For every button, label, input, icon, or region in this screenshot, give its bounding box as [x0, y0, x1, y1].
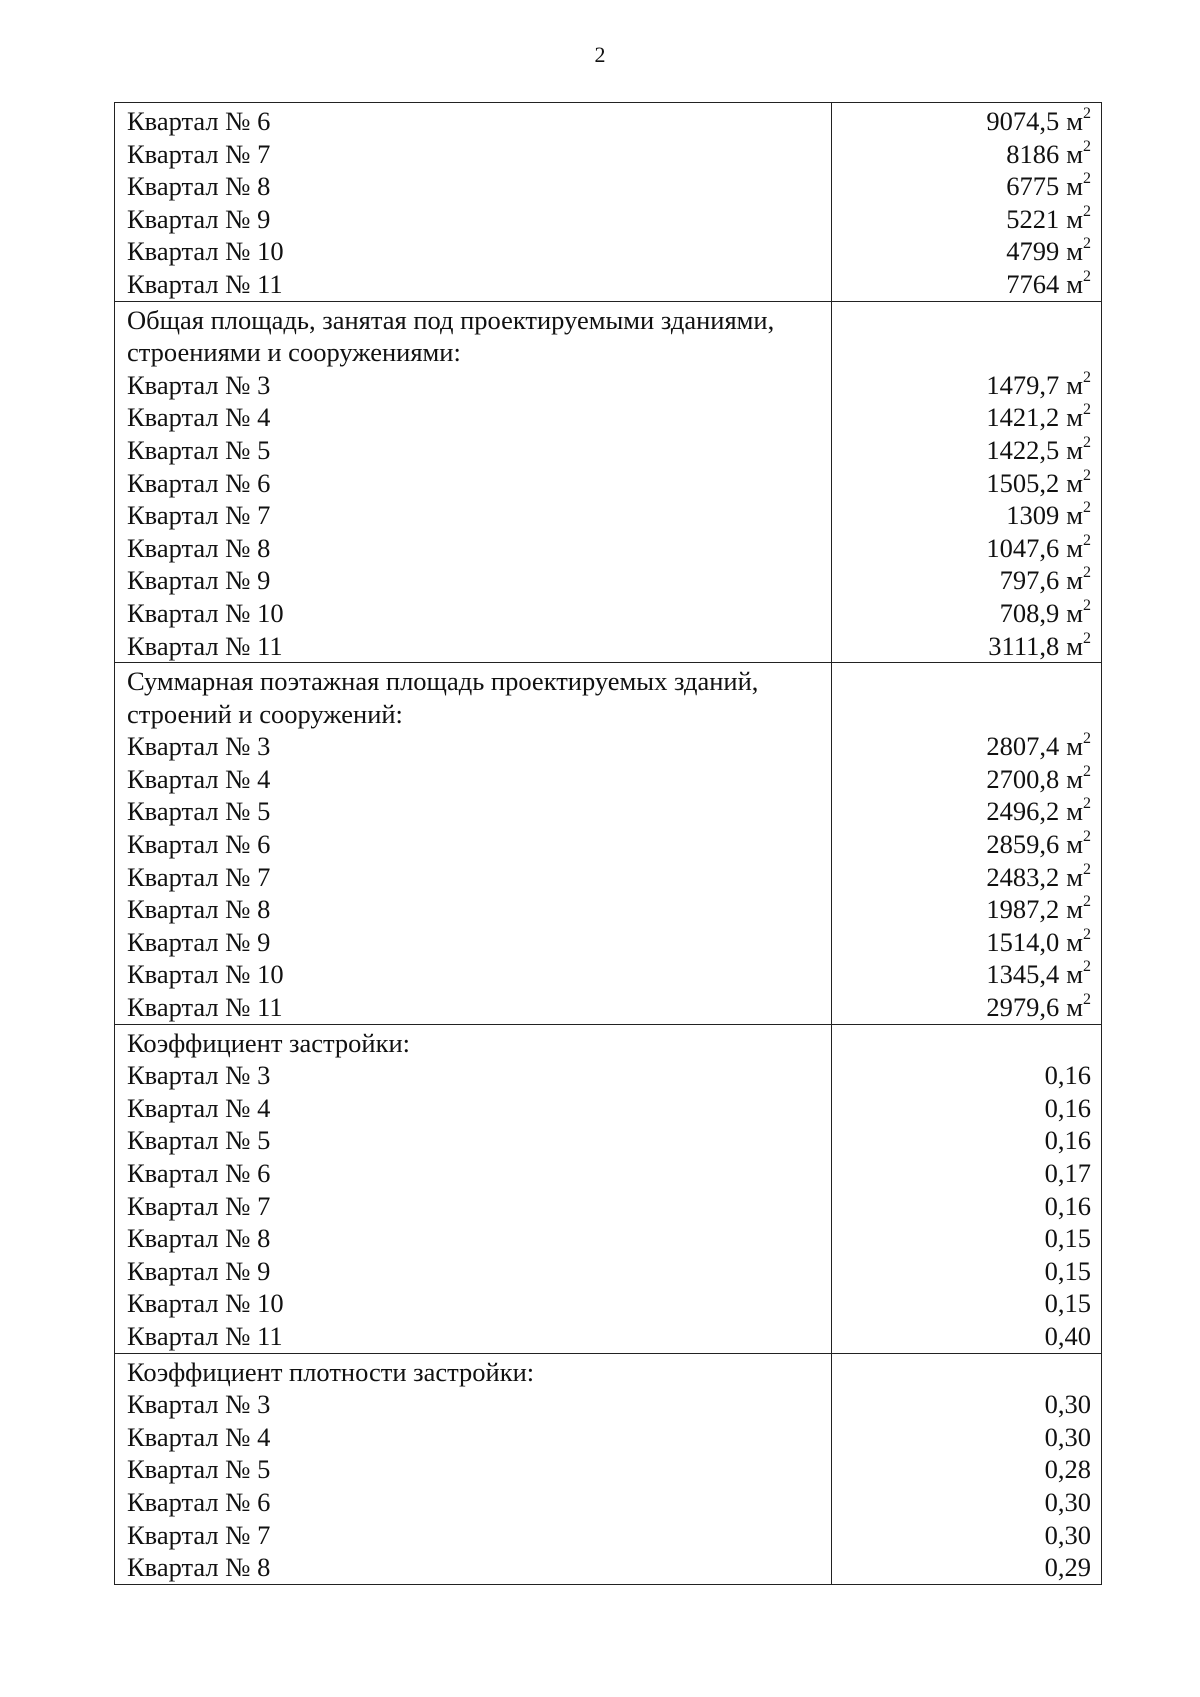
section-heading-line: Суммарная поэтажная площадь проектируемых зданий, [127, 666, 759, 697]
quarter-value [844, 763, 1091, 796]
quarter-value [844, 203, 1091, 236]
unit-power: 2 [1083, 762, 1091, 780]
unit-power: 2 [1083, 267, 1091, 285]
unit-power: 2 [1083, 105, 1091, 122]
unit-label: м [1066, 467, 1083, 498]
unit-label: м [1066, 532, 1083, 563]
unit-square-meter [1066, 731, 1091, 761]
value-number: 0,40 [1044, 1320, 1091, 1351]
unit-square-meter [1066, 598, 1091, 628]
quarter-value [844, 235, 1091, 268]
unit-square-meter [1066, 862, 1091, 892]
table-section-row [115, 1024, 1102, 1353]
value-number: 9074,5 [986, 106, 1060, 136]
quarter-label: Квартал № 5 [127, 434, 271, 465]
quarter-label: Квартал № 11 [127, 630, 283, 661]
quarter-label: Квартал № 8 [127, 1223, 271, 1254]
section-heading-line: Общая площадь, занятая под проектируемыми зданиями, [127, 304, 775, 335]
quarter-value [844, 105, 1091, 138]
unit-square-meter [1066, 829, 1091, 859]
quarter-label: Квартал № 7 [127, 500, 271, 531]
unit-square-meter [1066, 106, 1091, 136]
value-number: 0,15 [1044, 1223, 1091, 1254]
unit-power: 2 [1083, 991, 1091, 1009]
quarter-value [844, 170, 1091, 203]
label-cell [115, 301, 832, 663]
value-number: 0,16 [1044, 1125, 1091, 1156]
value-cell [832, 1353, 1102, 1584]
quarter-value [844, 991, 1091, 1024]
quarter-value [844, 795, 1091, 828]
value-number: 0,30 [1044, 1486, 1091, 1517]
quarter-value [844, 532, 1091, 565]
unit-power: 2 [1083, 564, 1091, 582]
value-number: 0,29 [1044, 1552, 1091, 1583]
unit-power: 2 [1083, 466, 1091, 484]
unit-square-meter [1066, 796, 1091, 826]
table-section-row [115, 663, 1102, 1025]
unit-square-meter [1066, 500, 1091, 530]
unit-square-meter [1066, 565, 1091, 595]
quarter-value [844, 1157, 1091, 1190]
quarter-label: Квартал № 8 [127, 894, 271, 925]
quarter-value [844, 1320, 1091, 1353]
page-number: 2 [594, 42, 606, 67]
quarter-value [844, 1092, 1091, 1125]
value-cell [832, 301, 1102, 663]
unit-square-meter [1066, 236, 1091, 266]
unit-square-meter [1066, 269, 1091, 299]
value-number: 1479,7 [986, 369, 1060, 400]
quarter-value [844, 1519, 1091, 1552]
quarter-value [844, 1255, 1091, 1288]
value-number: 2979,6 [986, 992, 1060, 1023]
unit-label: м [1066, 926, 1083, 957]
unit-square-meter [1066, 631, 1091, 661]
quarter-value [844, 401, 1091, 434]
unit-label: м [1066, 829, 1083, 860]
unit-label: м [1066, 992, 1083, 1023]
quarter-label: Квартал № 10 [127, 959, 284, 990]
unit-label: м [1066, 630, 1083, 661]
value-number: 2700,8 [986, 763, 1060, 794]
unit-power: 2 [1083, 531, 1091, 549]
unit-square-meter [1066, 468, 1091, 498]
unit-label: м [1066, 500, 1083, 531]
quarter-label: Квартал № 8 [127, 532, 271, 563]
quarter-value [844, 893, 1091, 926]
value-number: 0,30 [1044, 1421, 1091, 1452]
unit-power: 2 [1083, 202, 1091, 220]
value-number: 0,16 [1044, 1190, 1091, 1221]
value-number: 2859,6 [986, 829, 1060, 860]
label-cell [115, 1353, 832, 1584]
quarter-value [844, 958, 1091, 991]
label-cell [115, 103, 832, 302]
quarter-value [844, 1551, 1091, 1584]
unit-label: м [1066, 731, 1083, 762]
quarter-label: Квартал № 4 [127, 1092, 271, 1123]
quarter-label: Квартал № 9 [127, 203, 271, 234]
value-number: 0,15 [1044, 1255, 1091, 1286]
unit-power: 2 [1083, 958, 1091, 976]
unit-power: 2 [1083, 828, 1091, 846]
quarter-value [844, 434, 1091, 467]
unit-square-meter [1066, 533, 1091, 563]
quarter-label: Квартал № 6 [127, 1486, 271, 1517]
quarter-value [844, 268, 1091, 301]
unit-label: м [1066, 402, 1083, 433]
unit-label: м [1066, 138, 1083, 169]
quarter-label: Квартал № 4 [127, 763, 271, 794]
quarter-value [844, 1453, 1091, 1486]
value-number: 0,16 [1044, 1092, 1091, 1123]
quarter-label: Квартал № 10 [127, 597, 284, 628]
quarter-label: Квартал № 3 [127, 731, 271, 762]
unit-label: м [1066, 236, 1083, 267]
section-heading-line: Коэффициент плотности застройки: [127, 1356, 535, 1387]
value-spacer [844, 1356, 1091, 1389]
quarter-label: Квартал № 8 [127, 1552, 271, 1583]
unit-square-meter [1066, 894, 1091, 924]
table-body [115, 103, 1102, 1585]
quarter-value [844, 828, 1091, 861]
quarter-value [844, 630, 1091, 663]
unit-label: м [1066, 763, 1083, 794]
unit-power: 2 [1083, 368, 1091, 386]
quarter-label: Квартал № 6 [127, 1158, 271, 1188]
quarter-label: Квартал № 8 [127, 171, 271, 202]
quarter-label: Квартал № 11 [127, 992, 283, 1023]
value-number: 708,9 [999, 597, 1060, 628]
value-spacer [844, 665, 1091, 698]
value-number: 1345,4 [986, 959, 1060, 990]
value-cell [832, 1024, 1102, 1353]
quarter-value [844, 730, 1091, 763]
quarter-value [844, 1190, 1091, 1223]
unit-power: 2 [1083, 893, 1091, 911]
unit-power: 2 [1083, 499, 1091, 517]
section-heading-line: Коэффициент застройки: [127, 1027, 411, 1058]
quarter-label: Квартал № 7 [127, 1519, 271, 1550]
quarter-label: Квартал № 9 [127, 1255, 271, 1286]
table-section-row [115, 103, 1102, 302]
unit-label: м [1066, 959, 1083, 990]
unit-label: м [1066, 106, 1083, 136]
value-number: 797,6 [999, 565, 1060, 596]
unit-power: 2 [1083, 860, 1091, 878]
unit-power: 2 [1083, 730, 1091, 748]
quarter-label: Квартал № 7 [127, 1190, 271, 1221]
value-number: 6775 [1006, 171, 1060, 202]
unit-label: м [1066, 894, 1083, 925]
value-number: 0,30 [1044, 1389, 1091, 1420]
value-number: 1047,6 [986, 532, 1060, 563]
value-spacer [844, 304, 1091, 337]
value-number: 2483,2 [986, 861, 1060, 892]
quarter-value [844, 861, 1091, 894]
quarter-value [844, 467, 1091, 500]
table-section-row [115, 301, 1102, 663]
unit-power: 2 [1083, 629, 1091, 647]
value-spacer [844, 1027, 1091, 1060]
quarter-label: Квартал № 4 [127, 1421, 271, 1452]
value-number: 5221 [1006, 203, 1060, 234]
unit-square-meter [1066, 402, 1091, 432]
unit-label: м [1066, 171, 1083, 202]
quarter-label: Квартал № 6 [127, 829, 271, 860]
quarter-value [844, 1287, 1091, 1320]
section-heading-line: строениями и сооружениями: [127, 337, 461, 368]
quarter-label: Квартал № 3 [127, 1389, 271, 1420]
value-cell [832, 103, 1102, 302]
quarter-label: Квартал № 7 [127, 138, 271, 169]
unit-square-meter [1066, 959, 1091, 989]
value-cell [832, 663, 1102, 1025]
quarter-label: Квартал № 10 [127, 236, 284, 267]
quarter-value [844, 1388, 1091, 1421]
label-cell [115, 663, 832, 1025]
unit-power: 2 [1083, 795, 1091, 813]
value-number: 0,17 [1044, 1158, 1091, 1188]
unit-label: м [1066, 565, 1083, 596]
unit-label: м [1066, 434, 1083, 465]
quarter-value [844, 499, 1091, 532]
value-number: 0,16 [1044, 1060, 1091, 1091]
quarter-label: Квартал № 10 [127, 1288, 284, 1319]
unit-label: м [1066, 861, 1083, 892]
quarter-label: Квартал № 5 [127, 796, 271, 827]
table-section-row [115, 1353, 1102, 1584]
section-heading-line: строений и сооружений: [127, 698, 403, 729]
label-cell [115, 1024, 832, 1353]
quarter-label: Квартал № 11 [127, 1320, 283, 1351]
quarter-label: Квартал № 3 [127, 369, 271, 400]
value-number: 0,30 [1044, 1519, 1091, 1550]
unit-power: 2 [1083, 235, 1091, 253]
quarter-label: Квартал № 5 [127, 1125, 271, 1156]
unit-square-meter [1066, 992, 1091, 1022]
quarter-label: Квартал № 6 [127, 467, 271, 498]
quarter-label: Квартал № 11 [127, 268, 283, 299]
value-number: 1421,2 [986, 402, 1060, 433]
quarter-value [844, 1486, 1091, 1519]
quarter-value [844, 1222, 1091, 1255]
unit-square-meter [1066, 927, 1091, 957]
unit-label: м [1066, 597, 1083, 628]
quarter-label: Квартал № 9 [127, 926, 271, 957]
unit-power: 2 [1083, 433, 1091, 451]
value-number: 1422,5 [986, 434, 1060, 465]
quarter-label: Квартал № 6 [127, 106, 271, 136]
value-number: 0,15 [1044, 1288, 1091, 1319]
quarter-label: Квартал № 3 [127, 1060, 271, 1091]
unit-label: м [1066, 268, 1083, 299]
unit-label: м [1066, 369, 1083, 400]
value-number: 8186 [1006, 138, 1060, 169]
quarter-value [844, 926, 1091, 959]
quarter-value [844, 1124, 1091, 1157]
unit-power: 2 [1083, 596, 1091, 614]
unit-power: 2 [1083, 170, 1091, 188]
unit-square-meter [1066, 435, 1091, 465]
quarter-label: Квартал № 5 [127, 1454, 271, 1485]
unit-square-meter [1066, 764, 1091, 794]
quarter-value [844, 369, 1091, 402]
unit-square-meter [1066, 204, 1091, 234]
value-number: 7764 [1006, 268, 1060, 299]
quarter-value [844, 138, 1091, 171]
quarter-value [844, 1421, 1091, 1454]
unit-label: м [1066, 796, 1083, 827]
quarter-value [844, 564, 1091, 597]
value-number: 1514,0 [986, 926, 1060, 957]
unit-square-meter [1066, 370, 1091, 400]
value-number: 3111,8 [988, 630, 1060, 661]
quarter-label: Квартал № 7 [127, 861, 271, 892]
unit-square-meter [1066, 139, 1091, 169]
quarter-value [844, 597, 1091, 630]
value-spacer [844, 698, 1091, 731]
quarter-label: Квартал № 9 [127, 565, 271, 596]
unit-power: 2 [1083, 137, 1091, 155]
quarter-value [844, 1059, 1091, 1092]
value-number: 0,28 [1044, 1454, 1091, 1485]
value-number: 1987,2 [986, 894, 1060, 925]
unit-power: 2 [1083, 401, 1091, 419]
value-spacer [844, 336, 1091, 369]
unit-label: м [1066, 203, 1083, 234]
quarter-label: Квартал № 4 [127, 402, 271, 433]
unit-square-meter [1066, 171, 1091, 201]
value-number: 2496,2 [986, 796, 1060, 827]
unit-power: 2 [1083, 925, 1091, 943]
value-number: 1309 [1006, 500, 1060, 531]
value-number: 2807,4 [986, 731, 1060, 762]
indicators-table [114, 102, 1102, 1585]
value-number: 4799 [1006, 236, 1060, 267]
value-number: 1505,2 [986, 467, 1060, 498]
